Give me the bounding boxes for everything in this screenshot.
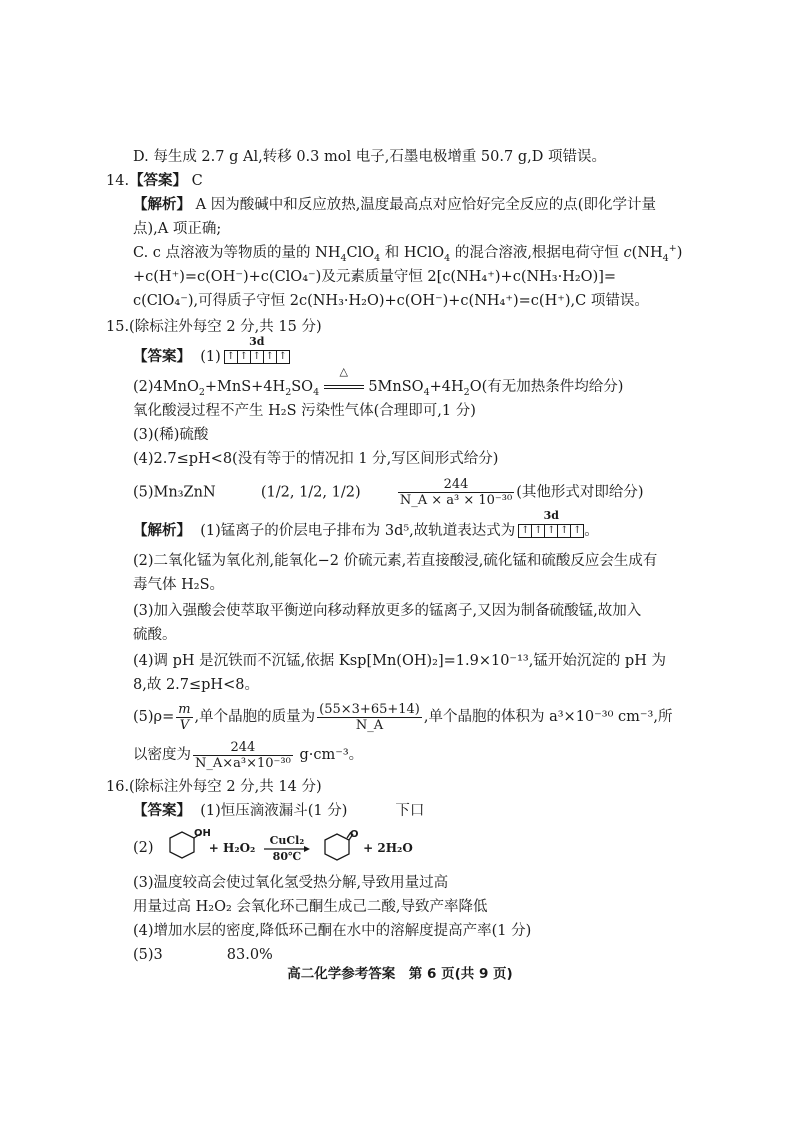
orbital-box: ↑: [225, 351, 238, 363]
q15-explain-3a: (3)加入强酸会使萃取平衡逆向移动释放更多的锰离子,又因为制备硫酸锰,故加入: [133, 603, 642, 619]
cell-mass-fraction: [317, 702, 422, 733]
q15-p1: (1): [200, 349, 221, 365]
q14-analysis-a1: A 因为酸碱中和反应放热,温度最高点对应恰好完全反应的点(即化学计量: [195, 197, 656, 213]
q15-explain-4a: (4)调 pH 是沉铁而不沉锰,依据 Ksp[Mn(OH)₂]=1.9×10⁻¹³,锰开始沉淀的 pH 为: [133, 653, 666, 669]
final-density-den: N_A×a³×10⁻³⁰: [195, 755, 291, 771]
orbital-diagram-3d: [224, 335, 290, 364]
q15-p2-note: O(有无加热条件均给分): [469, 379, 624, 395]
cyclohexanol-structure-icon: [158, 828, 212, 867]
orbital-box: ↑: [238, 351, 251, 363]
q15-p2-mid: +MnS+4H: [204, 379, 286, 395]
q14-answer-tag: 【答案】: [129, 172, 188, 189]
page-footer: 高二化学参考答案 第 6 页(共 9 页): [287, 966, 513, 982]
catalyst-label: CuCl₂: [269, 834, 305, 847]
q14-answer-line: [106, 170, 203, 192]
q15-p2-post: 5MnSO: [368, 379, 424, 395]
water-product: + 2H₂O: [363, 841, 413, 855]
orbital-label: 3d: [249, 335, 265, 348]
orbital-box: ↑: [573, 525, 582, 536]
orbital-box: ↑: [278, 351, 287, 362]
q16-answer-tag: 【答案】: [133, 802, 191, 819]
q15-p2-tail: +4H: [429, 379, 464, 395]
q16-p5b: 83.0%: [226, 947, 273, 963]
q15-answer-2b: 氧化酸浸过程不产生 H₂S 污染性气体(合理即可,1 分): [133, 403, 476, 419]
q14-c1-post: 的混合溶液,根据电荷守恒: [450, 245, 624, 261]
q15-explain-5b: [133, 738, 363, 772]
q15-answer-2: $(2)4MnO_2+MnS+4H_2SO_4$ △ $5MnSO_4+4H_2O$(有无加热条件均给分): [133, 376, 623, 398]
q14-number: 14.: [106, 173, 130, 189]
q15-e5b-pre: 以密度为: [133, 747, 191, 763]
q15-explain-2b: 毒气体 H₂S。: [133, 577, 224, 593]
q13-option-d: D. 每生成 2.7 g Al,转移 0.3 mol 电子,石墨电极增重 50.7 g,D 项错误。: [133, 149, 606, 165]
orbital-box: ↑: [545, 525, 558, 537]
q14-answer-value: C: [191, 173, 203, 189]
q15-e5-mid: ,单个晶胞的质量为: [194, 709, 316, 725]
orbital-diagram-3d-explain: [518, 509, 584, 538]
final-density-fraction: [193, 740, 293, 771]
q16-header: 16.(除标注外每空 2 分,共 14 分): [106, 779, 322, 795]
orbital-box: ↑: [532, 525, 545, 537]
cell-mass-num: (55×3+65+14): [319, 701, 420, 717]
heat-equation-sign: [324, 365, 364, 398]
q15-e1-text: (1)锰离子的价层电子排布为 3d⁵,故轨道表达式为: [200, 523, 516, 539]
q15-answer-4: (4)2.7≤pH<8(没有等于的情况扣 1 分,写区间形式给分): [133, 451, 499, 467]
q15-p2-mid2: SO: [291, 379, 314, 395]
q16-answer-2-reaction: [133, 828, 413, 868]
q14-analysis-c1: C. c 点溶液为等物质的量的 $NH_4ClO_4$ 和 HClO$_4$ 的混合溶液,根据电荷守恒 $c(NH_4^+)$: [133, 243, 683, 264]
q15-e5-pre: (5)ρ=: [133, 709, 175, 725]
carbonyl-label: O: [349, 829, 359, 840]
q14-c1-and: 和 HClO: [380, 245, 445, 261]
q15-p5-den: N_A × a³ × 10⁻³⁰: [399, 493, 513, 508]
q15-p2-pre: (2)4MnO: [133, 379, 199, 395]
q14-c1-tail: (NH: [631, 245, 663, 261]
reaction-arrow: [264, 835, 310, 861]
q15-p5-note: (其他形式对即给分): [516, 484, 644, 501]
orbital-box: ↑: [519, 525, 532, 537]
final-density-num: 244: [193, 740, 293, 756]
q16-p2: (2): [133, 840, 154, 856]
q15-answer-1: [133, 335, 290, 368]
q14-analysis-line1: [133, 194, 656, 216]
temperature-label: 80℃: [272, 850, 302, 863]
q15-explain-3b: 硫酸。: [133, 627, 177, 643]
q16-answer-4: (4)增加水层的密度,降低环己酮在水中的溶解度提高产率(1 分): [133, 923, 532, 939]
heat-icon: △: [339, 365, 348, 378]
orbital-box: ↑: [251, 351, 264, 363]
orbital-box: ↑: [558, 525, 571, 537]
q15-p5-formula: (5)Mn₃ZnN: [133, 484, 216, 501]
cyclohexanone-structure-icon: [319, 829, 359, 867]
q15-p5-num: 244: [398, 477, 514, 493]
q16-p5a: (5)3: [133, 947, 163, 963]
q15-e5-post: ,单个晶胞的体积为 a³×10⁻³⁰ cm⁻³,所: [423, 709, 673, 725]
hydrogen-peroxide: + H₂O₂: [208, 841, 256, 855]
q15-explain-1: 【解析】 (1)锰离子的价层电子排布为 3d⁵,故轨道表达式为 3d ↑ ↑ ↑ ↑ ↑ 。: [133, 509, 599, 539]
volume-symbol: V: [179, 717, 190, 733]
q16-answer-3a: (3)温度较高会使过氧化氢受热分解,导致用量过高: [133, 875, 449, 891]
q15-analysis-tag: 【解析】: [133, 522, 191, 539]
density-unit: g·cm⁻³。: [294, 747, 364, 763]
q14-analysis-a2: 点),A 项正确;: [133, 221, 222, 237]
q14-analysis-tag: 【解析】: [133, 196, 191, 213]
density-fraction: [176, 702, 192, 733]
q15-explain-4b: 8,故 2.7≤pH<8。: [133, 677, 259, 693]
hydroxyl-label: OH: [194, 828, 212, 839]
q15-explain-5a: [133, 700, 672, 734]
q14-analysis-c2: +c(H⁺)=c(OH⁻)+c(ClO₄⁻)及元素质量守恒 2[c(NH₄⁺)+c(NH₃·H₂O)]=: [133, 269, 617, 285]
orbital-label: 3d: [543, 509, 559, 522]
q15-answer-tag: 【答案】: [133, 348, 191, 365]
mass-symbol: m: [178, 701, 191, 717]
q14-c1-pre: C. c 点溶液为等物质的量的 NH: [133, 245, 341, 261]
q15-p5-coord: (1/2, 1/2, 1/2): [260, 484, 361, 501]
q16-p1b: 下口: [395, 803, 425, 819]
q14-c1-mid: ClO: [346, 245, 375, 261]
cell-mass-den: N_A: [355, 717, 384, 733]
q15-p5-density-fraction: [398, 477, 514, 508]
orbital-box: ↑: [264, 351, 277, 363]
q16-answer-1: [133, 800, 424, 822]
q15-answer-5: [133, 477, 644, 508]
q14-analysis-c3: c(ClO₄⁻),可得质子守恒 2c(NH₃·H₂O)+c(OH⁻)+c(NH₄⁺)=c(H⁺),C 项错误。: [133, 293, 649, 309]
q15-explain-2a: (2)二氧化锰为氧化剂,能氧化−2 价硫元素,若直接酸浸,硫化锰和硫酸反应会生成有: [133, 553, 658, 569]
q16-answer-3b: 用量过高 H₂O₂ 会氧化环己酮生成己二酸,导致产率降低: [133, 899, 488, 915]
q16-p1: (1)恒压滴液漏斗(1 分): [200, 803, 348, 819]
q15-header: 15.(除标注外每空 2 分,共 15 分): [106, 319, 322, 335]
q15-answer-3: (3)(稀)硫酸: [133, 427, 209, 443]
